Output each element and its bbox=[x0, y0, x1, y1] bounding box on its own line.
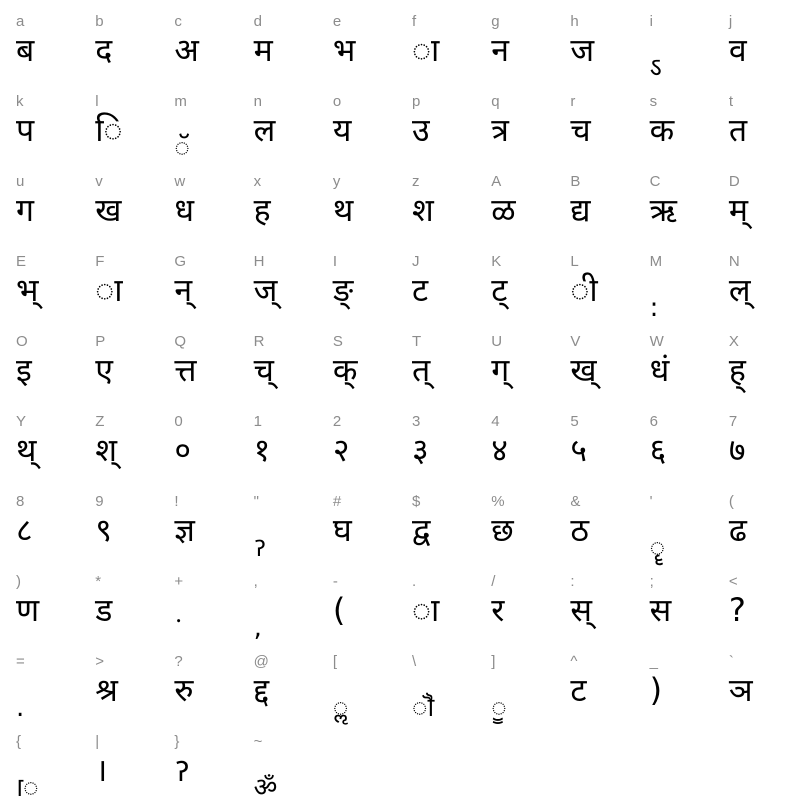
key-label: F bbox=[95, 253, 105, 270]
key-label: @ bbox=[253, 653, 269, 670]
keymap-cell[interactable] bbox=[483, 88, 562, 168]
glyph-character: ड bbox=[95, 591, 113, 629]
keymap-cell[interactable] bbox=[642, 568, 721, 648]
glyph-character: ( bbox=[332, 591, 346, 629]
key-label: ] bbox=[491, 653, 496, 670]
glyph-character: , bbox=[253, 613, 262, 643]
keymap-cell[interactable] bbox=[642, 248, 721, 328]
glyph-character: ख bbox=[95, 191, 122, 229]
glyph-character: ी bbox=[570, 271, 598, 309]
key-label: # bbox=[332, 493, 342, 510]
keymap-cell[interactable] bbox=[325, 488, 404, 568]
glyph-character: त्र bbox=[491, 111, 509, 149]
glyph-character: क् bbox=[332, 351, 358, 389]
glyph-character: ऽ bbox=[649, 53, 662, 83]
glyph-character: २ bbox=[332, 431, 350, 469]
keymap-cell[interactable] bbox=[87, 728, 166, 808]
key-label: V bbox=[570, 333, 581, 350]
key-label: { bbox=[16, 733, 22, 750]
keymap-cell[interactable] bbox=[483, 328, 562, 408]
keymap-cell[interactable] bbox=[8, 408, 87, 488]
keymap-cell[interactable] bbox=[721, 408, 800, 488]
glyph-character: ॅ bbox=[174, 133, 190, 163]
glyph-character: ज्ञ bbox=[174, 511, 195, 549]
keymap-cell[interactable] bbox=[87, 408, 166, 488]
glyph-character: श् bbox=[95, 431, 117, 469]
keymap-row bbox=[8, 488, 800, 568]
glyph-character: द्य bbox=[570, 191, 591, 229]
key-label: N bbox=[728, 253, 740, 270]
glyph-character: ठ bbox=[570, 511, 590, 549]
glyph-character: ऋ bbox=[649, 191, 677, 229]
key-label: & bbox=[570, 493, 581, 510]
glyph-character: ॱ bbox=[174, 613, 183, 643]
keymap-cell[interactable] bbox=[166, 248, 245, 328]
keymap-cell[interactable] bbox=[166, 648, 245, 728]
keymap-cell-empty bbox=[642, 728, 721, 808]
keymap-cell[interactable] bbox=[166, 408, 245, 488]
key-label: f bbox=[412, 13, 417, 30]
key-label: A bbox=[491, 173, 502, 190]
key-label: , bbox=[253, 573, 258, 590]
key-label: Y bbox=[16, 413, 27, 430]
glyph-character: त्त bbox=[174, 351, 197, 389]
key-label: d bbox=[253, 13, 262, 30]
keymap-cell[interactable] bbox=[562, 648, 641, 728]
keymap-cell[interactable] bbox=[642, 8, 721, 88]
glyph-character: ध bbox=[174, 191, 195, 229]
key-label: | bbox=[95, 733, 100, 750]
key-label: 7 bbox=[728, 413, 738, 430]
glyph-character: थ bbox=[332, 191, 354, 229]
keymap-cell[interactable] bbox=[325, 88, 404, 168]
keymap-cell[interactable] bbox=[721, 328, 800, 408]
key-label: C bbox=[649, 173, 661, 190]
glyph-character: ० bbox=[174, 431, 192, 469]
glyph-character: न bbox=[491, 31, 509, 69]
keymap-cell[interactable] bbox=[246, 168, 325, 248]
key-label: ? bbox=[174, 653, 183, 670]
key-label: g bbox=[491, 13, 500, 30]
glyph-character: य bbox=[332, 111, 352, 149]
glyph-character: धं bbox=[649, 351, 670, 389]
glyph-character: ह bbox=[253, 191, 271, 229]
keymap-cell[interactable] bbox=[87, 488, 166, 568]
keymap-cell[interactable] bbox=[483, 488, 562, 568]
keymap-cell[interactable] bbox=[483, 648, 562, 728]
key-label: p bbox=[412, 93, 421, 110]
keymap-cell[interactable] bbox=[325, 648, 404, 728]
key-label: 8 bbox=[16, 493, 25, 510]
key-label: R bbox=[253, 333, 265, 350]
glyph-character: ल् bbox=[728, 271, 751, 309]
keymap-cell[interactable] bbox=[166, 728, 245, 808]
key-label: D bbox=[728, 173, 740, 190]
keymap-cell[interactable] bbox=[8, 88, 87, 168]
key-label: o bbox=[332, 93, 342, 110]
keymap-cell[interactable] bbox=[246, 568, 325, 648]
glyph-character: ६ bbox=[649, 431, 667, 469]
key-label: = bbox=[16, 653, 25, 670]
keymap-cell[interactable] bbox=[642, 88, 721, 168]
glyph-character: : bbox=[649, 293, 659, 323]
keymap-row bbox=[8, 568, 800, 648]
keymap-cell[interactable] bbox=[404, 248, 483, 328]
glyph-character: ा bbox=[412, 591, 440, 629]
keymap-cell[interactable] bbox=[483, 408, 562, 488]
key-label: Q bbox=[174, 333, 187, 350]
keymap-cell[interactable] bbox=[483, 248, 562, 328]
keymap-cell[interactable] bbox=[325, 248, 404, 328]
key-label: s bbox=[649, 93, 658, 110]
key-label: M bbox=[649, 253, 663, 270]
keymap-cell[interactable] bbox=[325, 168, 404, 248]
glyph-character: ह् bbox=[728, 351, 746, 389]
keymap-cell[interactable] bbox=[562, 408, 641, 488]
keymap-cell-empty bbox=[325, 728, 404, 808]
key-label: } bbox=[174, 733, 180, 750]
key-label: v bbox=[95, 173, 103, 190]
glyph-character: ल bbox=[253, 111, 276, 149]
keymap-cell[interactable] bbox=[8, 248, 87, 328]
keymap-cell[interactable] bbox=[562, 248, 641, 328]
glyph-character: ॐ bbox=[253, 773, 278, 803]
key-label: O bbox=[16, 333, 28, 350]
keymap-cell[interactable] bbox=[166, 568, 245, 648]
keymap-cell[interactable] bbox=[562, 8, 641, 88]
key-label: . bbox=[412, 573, 417, 590]
keymap-cell[interactable] bbox=[87, 8, 166, 88]
glyph-character: द्द bbox=[253, 671, 270, 709]
glyph-character: छ bbox=[491, 511, 514, 549]
keymap-cell[interactable] bbox=[642, 328, 721, 408]
glyph-character: ा bbox=[412, 31, 440, 69]
glyph-character: १ bbox=[253, 431, 271, 469]
glyph-character: त bbox=[728, 111, 748, 149]
keymap-cell[interactable] bbox=[562, 328, 641, 408]
key-label: 4 bbox=[491, 413, 500, 430]
key-label: b bbox=[95, 13, 104, 30]
glyph-character: न् bbox=[174, 271, 193, 309]
keymap-cell[interactable] bbox=[404, 568, 483, 648]
keymap-cell[interactable] bbox=[8, 568, 87, 648]
glyph-character: र bbox=[491, 591, 505, 629]
glyph-character: ज bbox=[570, 31, 595, 69]
key-label: _ bbox=[649, 653, 658, 670]
glyph-character: अ bbox=[174, 31, 199, 69]
key-label: w bbox=[174, 173, 186, 190]
key-label: ~ bbox=[253, 733, 263, 750]
key-label: 2 bbox=[332, 413, 342, 430]
key-label: c bbox=[174, 13, 182, 30]
keymap-row bbox=[8, 248, 800, 328]
key-label: H bbox=[253, 253, 265, 270]
key-label: K bbox=[491, 253, 502, 270]
glyph-character: ३ bbox=[412, 431, 429, 469]
key-label: S bbox=[332, 333, 343, 350]
glyph-character: ट bbox=[412, 271, 429, 309]
keymap-row bbox=[8, 8, 800, 88]
key-label: L bbox=[570, 253, 579, 270]
glyph-character: थ् bbox=[16, 431, 37, 469]
keymap-cell[interactable] bbox=[562, 168, 641, 248]
keymap-cell[interactable] bbox=[246, 408, 325, 488]
keymap-cell[interactable] bbox=[8, 8, 87, 88]
keymap-cell[interactable] bbox=[562, 488, 641, 568]
keymap-cell[interactable] bbox=[721, 88, 800, 168]
keymap-cell[interactable] bbox=[246, 88, 325, 168]
keymap-cell[interactable] bbox=[8, 328, 87, 408]
glyph-character: ॗ bbox=[491, 693, 507, 723]
key-label: r bbox=[570, 93, 576, 110]
keymap-cell[interactable] bbox=[404, 648, 483, 728]
glyph-character: ५ bbox=[570, 431, 588, 469]
keymap-cell[interactable] bbox=[562, 88, 641, 168]
keymap-cell[interactable] bbox=[721, 568, 800, 648]
keymap-cell[interactable] bbox=[87, 648, 166, 728]
keymap-cell[interactable] bbox=[721, 488, 800, 568]
glyph-character: क bbox=[649, 111, 675, 149]
key-label: T bbox=[412, 333, 422, 350]
key-label: q bbox=[491, 93, 500, 110]
glyph-character: ि bbox=[95, 111, 123, 149]
keymap-cell[interactable] bbox=[87, 168, 166, 248]
keymap-row bbox=[8, 88, 800, 168]
glyph-character: द bbox=[95, 31, 113, 69]
keymap-cell[interactable] bbox=[325, 408, 404, 488]
key-label: n bbox=[253, 93, 262, 110]
keymap-cell[interactable] bbox=[483, 568, 562, 648]
key-label: / bbox=[491, 573, 496, 590]
glyph-character: ॽ bbox=[253, 533, 266, 563]
key-label: a bbox=[16, 13, 25, 30]
key-label: l bbox=[95, 93, 99, 110]
keymap-cell[interactable] bbox=[8, 168, 87, 248]
glyph-character: ॏ bbox=[412, 693, 435, 723]
keymap-cell[interactable] bbox=[642, 488, 721, 568]
key-label: t bbox=[728, 93, 733, 110]
glyph-character: ९ bbox=[95, 511, 112, 549]
keymap-cell[interactable] bbox=[721, 248, 800, 328]
keymap-cell[interactable] bbox=[404, 328, 483, 408]
glyph-character: . bbox=[16, 693, 25, 723]
keymap-cell[interactable] bbox=[562, 568, 641, 648]
keymap-cell[interactable] bbox=[246, 488, 325, 568]
glyph-character: त् bbox=[412, 351, 431, 389]
key-label: : bbox=[570, 573, 575, 590]
glyph-character: प bbox=[16, 111, 35, 149]
keymap-cell[interactable] bbox=[404, 88, 483, 168]
key-label: ) bbox=[16, 573, 21, 590]
glyph-character: ण bbox=[16, 591, 40, 629]
glyph-character: ७ bbox=[728, 431, 746, 469]
keymap-row bbox=[8, 648, 800, 728]
key-label: I bbox=[332, 253, 337, 270]
keymap-cell[interactable] bbox=[166, 168, 245, 248]
key-label: [ bbox=[332, 653, 337, 670]
key-label: ` bbox=[728, 653, 734, 670]
glyph-character: व bbox=[728, 31, 747, 69]
keymap-cell[interactable] bbox=[87, 248, 166, 328]
glyph-character: म् bbox=[728, 191, 748, 229]
keymap-cell[interactable] bbox=[325, 328, 404, 408]
key-label: j bbox=[728, 13, 733, 30]
keymap-cell-empty bbox=[483, 728, 562, 808]
key-label: ' bbox=[649, 493, 653, 510]
glyph-character: भ bbox=[332, 31, 356, 69]
key-label: 9 bbox=[95, 493, 104, 510]
key-label: $ bbox=[412, 493, 421, 510]
glyph-character: ख् bbox=[570, 351, 597, 389]
keymap-cell[interactable] bbox=[642, 648, 721, 728]
key-label: B bbox=[570, 173, 581, 190]
key-label: z bbox=[412, 173, 420, 190]
glyph-character: ? bbox=[728, 591, 746, 629]
glyph-character: ढ bbox=[728, 511, 747, 549]
glyph-character: ट bbox=[570, 671, 587, 709]
glyph-character: च bbox=[570, 111, 591, 149]
glyph-character: इ bbox=[16, 351, 32, 389]
glyph-character: ञ bbox=[728, 671, 753, 709]
glyph-character: भ् bbox=[16, 271, 39, 309]
glyph-character: ॢ bbox=[332, 693, 349, 723]
keymap-cell[interactable] bbox=[246, 328, 325, 408]
keymap-cell[interactable] bbox=[8, 728, 87, 808]
glyph-character: उ bbox=[412, 111, 430, 149]
glyph-character: ॄ bbox=[649, 533, 666, 563]
key-label: + bbox=[174, 573, 184, 590]
keymap-cell[interactable] bbox=[246, 728, 325, 808]
glyph-character: रु bbox=[174, 671, 194, 709]
keymap-cell-empty bbox=[562, 728, 641, 808]
key-label: < bbox=[728, 573, 738, 590]
keymap-cell[interactable] bbox=[483, 168, 562, 248]
glyph-character: ए bbox=[95, 351, 113, 389]
key-label: 1 bbox=[253, 413, 262, 430]
keymap-cell[interactable] bbox=[87, 88, 166, 168]
key-label: i bbox=[649, 13, 653, 30]
keymap-cell[interactable] bbox=[166, 8, 245, 88]
glyph-character: ङ् bbox=[332, 271, 354, 309]
key-label: ( bbox=[728, 493, 734, 510]
keymap-cell[interactable] bbox=[721, 8, 800, 88]
keymap-cell[interactable] bbox=[325, 568, 404, 648]
keymap-cell[interactable] bbox=[246, 8, 325, 88]
key-label: E bbox=[16, 253, 27, 270]
keymap-cell[interactable] bbox=[721, 648, 800, 728]
glyph-character: श bbox=[412, 191, 434, 229]
key-label: 6 bbox=[649, 413, 658, 430]
key-label: u bbox=[16, 173, 25, 190]
keymap-cell[interactable] bbox=[166, 328, 245, 408]
glyph-character: ट् bbox=[491, 271, 508, 309]
keymap-row bbox=[8, 408, 800, 488]
keymap-cell[interactable] bbox=[642, 168, 721, 248]
glyph-character: श्र bbox=[95, 671, 118, 709]
glyph-character: ८ bbox=[16, 511, 33, 549]
key-label: Z bbox=[95, 413, 105, 430]
glyph-character: ब bbox=[16, 31, 35, 69]
glyph-character: घ bbox=[332, 511, 352, 549]
key-label: P bbox=[95, 333, 106, 350]
glyph-character: ग् bbox=[491, 351, 510, 389]
key-label: - bbox=[332, 573, 338, 590]
glyph-character: स bbox=[649, 591, 672, 629]
key-label: W bbox=[649, 333, 664, 350]
glyph-character: ा bbox=[95, 271, 123, 309]
keymap-cell[interactable] bbox=[483, 8, 562, 88]
keymap-row bbox=[8, 328, 800, 408]
glyph-character: ॎ bbox=[16, 773, 39, 803]
keymap-cell[interactable] bbox=[404, 488, 483, 568]
key-label: h bbox=[570, 13, 579, 30]
keymap-cell[interactable] bbox=[246, 248, 325, 328]
glyph-character: द्व bbox=[412, 511, 431, 549]
keymap-row bbox=[8, 728, 800, 808]
glyph-character: ॽ bbox=[174, 751, 190, 789]
key-label: ; bbox=[649, 573, 654, 590]
glyph-character: ) bbox=[649, 671, 663, 709]
key-label: > bbox=[95, 653, 104, 670]
keymap-cell[interactable] bbox=[404, 8, 483, 88]
keymap-cell[interactable] bbox=[166, 88, 245, 168]
keymap-cell[interactable] bbox=[166, 488, 245, 568]
key-label: X bbox=[728, 333, 739, 350]
key-label: U bbox=[491, 333, 503, 350]
key-label: x bbox=[253, 173, 262, 190]
key-label: " bbox=[253, 493, 259, 510]
keymap-cell-empty bbox=[721, 728, 800, 808]
keymap-cell-empty bbox=[404, 728, 483, 808]
glyph-character: ळ bbox=[491, 191, 516, 229]
keymap-cell[interactable] bbox=[246, 648, 325, 728]
keymap-cell[interactable] bbox=[8, 648, 87, 728]
keymap-cell[interactable] bbox=[8, 488, 87, 568]
key-label: 5 bbox=[570, 413, 579, 430]
glyph-character: ४ bbox=[491, 431, 508, 469]
keymap-cell[interactable] bbox=[642, 408, 721, 488]
glyph-character: ग bbox=[16, 191, 35, 229]
key-label: * bbox=[95, 573, 102, 590]
key-label: ^ bbox=[570, 653, 578, 670]
glyph-character: म bbox=[253, 31, 273, 69]
key-label: e bbox=[332, 13, 342, 30]
keymap-cell[interactable] bbox=[87, 568, 166, 648]
key-label: G bbox=[174, 253, 187, 270]
keymap-cell[interactable] bbox=[87, 328, 166, 408]
glyph-character: ज् bbox=[253, 271, 278, 309]
keymap-cell[interactable] bbox=[404, 408, 483, 488]
keymap-cell[interactable] bbox=[325, 8, 404, 88]
glyph-character: च् bbox=[253, 351, 274, 389]
glyph-character: स् bbox=[570, 591, 593, 629]
key-label: \ bbox=[412, 653, 417, 670]
keymap-cell[interactable] bbox=[721, 168, 800, 248]
key-label: m bbox=[174, 93, 187, 110]
key-label: 0 bbox=[174, 413, 183, 430]
keymap-cell[interactable] bbox=[404, 168, 483, 248]
key-label: 3 bbox=[412, 413, 421, 430]
key-label: ! bbox=[174, 493, 179, 510]
glyph-character: । bbox=[95, 751, 108, 789]
keymap-row bbox=[8, 168, 800, 248]
key-label: % bbox=[491, 493, 505, 510]
key-label: y bbox=[332, 173, 341, 190]
key-label: J bbox=[412, 253, 420, 270]
key-label: k bbox=[16, 93, 24, 110]
